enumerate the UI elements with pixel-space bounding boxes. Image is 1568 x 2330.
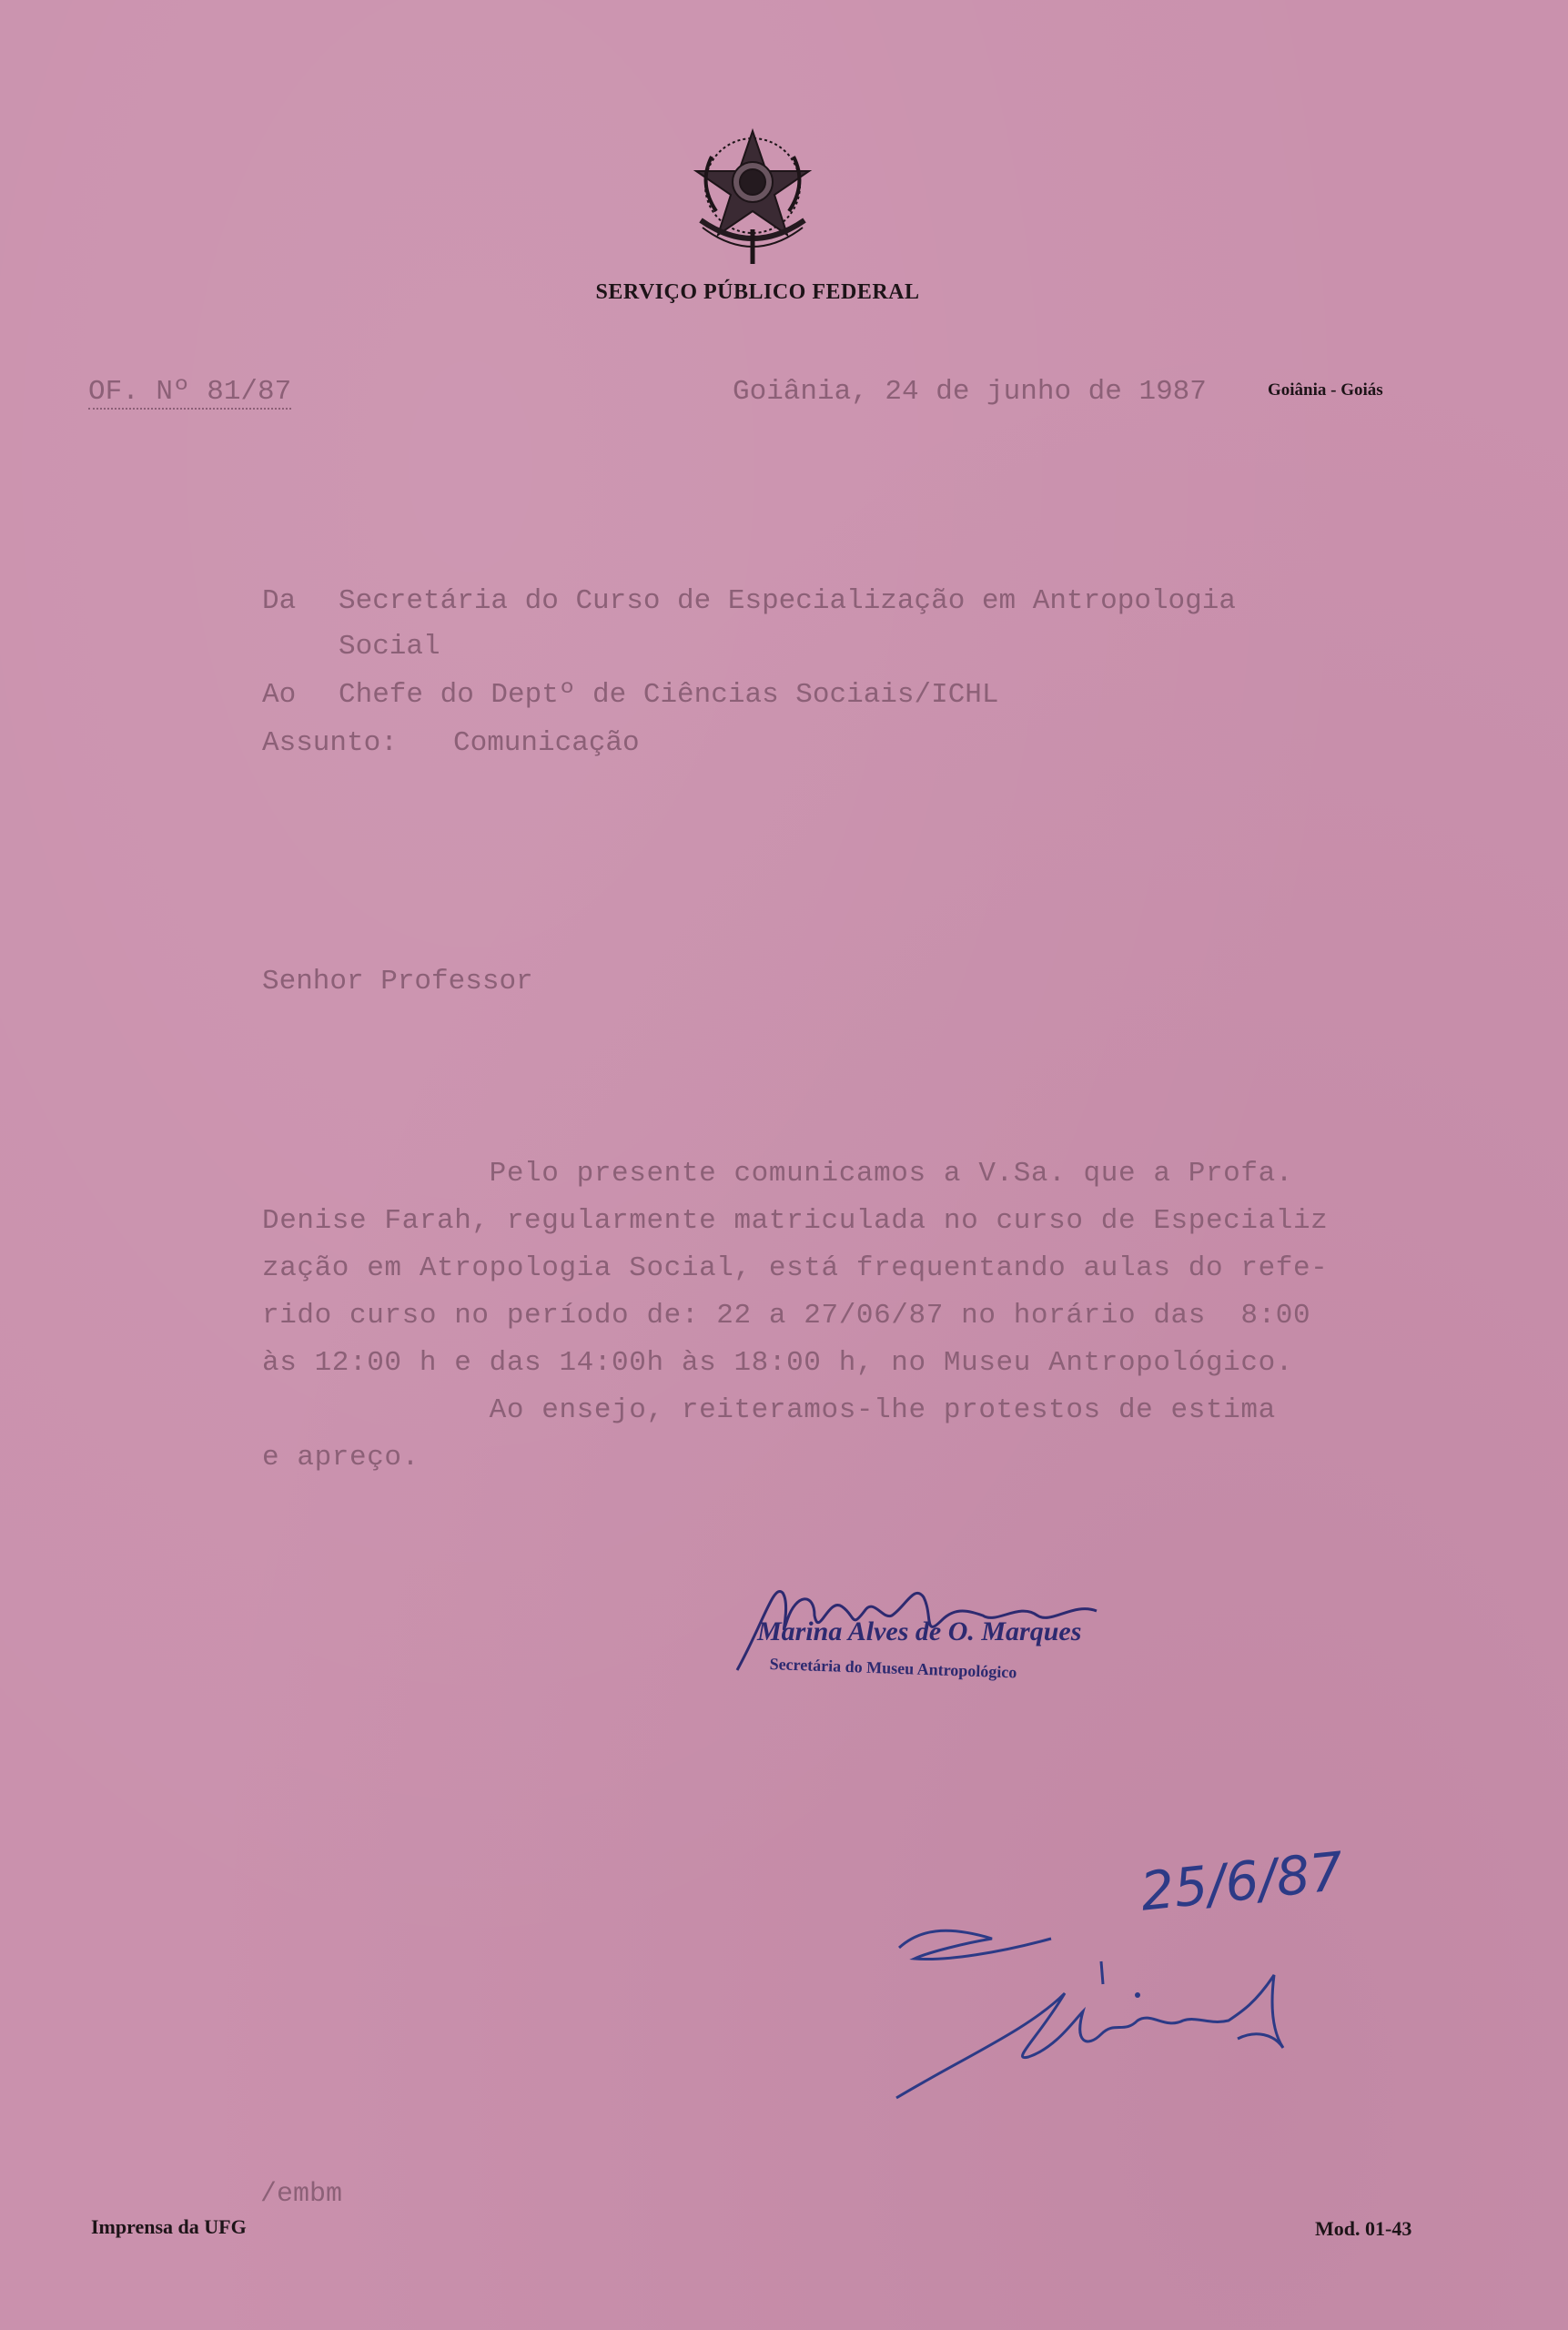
body-line: Denise Farah, regularmente matriculada no curso de Especializ xyxy=(262,1205,1329,1237)
office-number: OF. Nº 81/87 xyxy=(88,376,292,408)
typist-initials: /embm xyxy=(260,2179,343,2210)
letter-date: Goiânia, 24 de junho de 1987 xyxy=(733,376,1207,408)
body-line: zação em Atropologia Social, está frequentando aulas do refe- xyxy=(262,1252,1329,1284)
from-line-2: Social xyxy=(339,631,440,663)
salutation: Senhor Professor xyxy=(262,966,533,998)
subject-label: Assunto: xyxy=(262,727,398,759)
from-line-1: Secretária do Curso de Especialização em Antropologia xyxy=(339,585,1236,617)
city-label: Goiânia - Goiás xyxy=(1268,380,1383,400)
body-line: às 12:00 h e das 14:00h às 18:00 h, no Museu Antropológico. xyxy=(262,1347,1293,1379)
body-line: Ao ensejo, reiteramos-lhe protestos de estima xyxy=(262,1394,1276,1426)
to-label: Ao xyxy=(262,679,297,711)
model-label: Mod. 01-43 xyxy=(1315,2217,1412,2240)
service-heading: SERVIÇO PÚBLICO FEDERAL xyxy=(595,280,920,304)
handwritten-initials xyxy=(892,1875,1438,2112)
body-line: rido curso no período de: 22 a 27/06/87 no horário das 8:00 xyxy=(262,1300,1311,1332)
to-text: Chefe do Deptº de Ciências Sociais/ICHL xyxy=(339,679,999,711)
body-line: e apreço. xyxy=(262,1442,420,1474)
subject-text: Comunicação xyxy=(453,727,640,759)
body-line: Pelo presente comunicamos a V.Sa. que a Profa. xyxy=(262,1158,1293,1190)
printer-label: Imprensa da UFG xyxy=(91,2215,247,2238)
from-label: Da xyxy=(262,585,297,617)
brazil-coat-of-arms-icon xyxy=(684,120,821,273)
handwritten-date: 25/6/87 xyxy=(1138,1839,1347,1923)
stamp-name: Marina Alves de O. Marques xyxy=(757,1616,1082,1646)
stamp-title: Secretária do Museu Antropológico xyxy=(769,1655,1017,1682)
